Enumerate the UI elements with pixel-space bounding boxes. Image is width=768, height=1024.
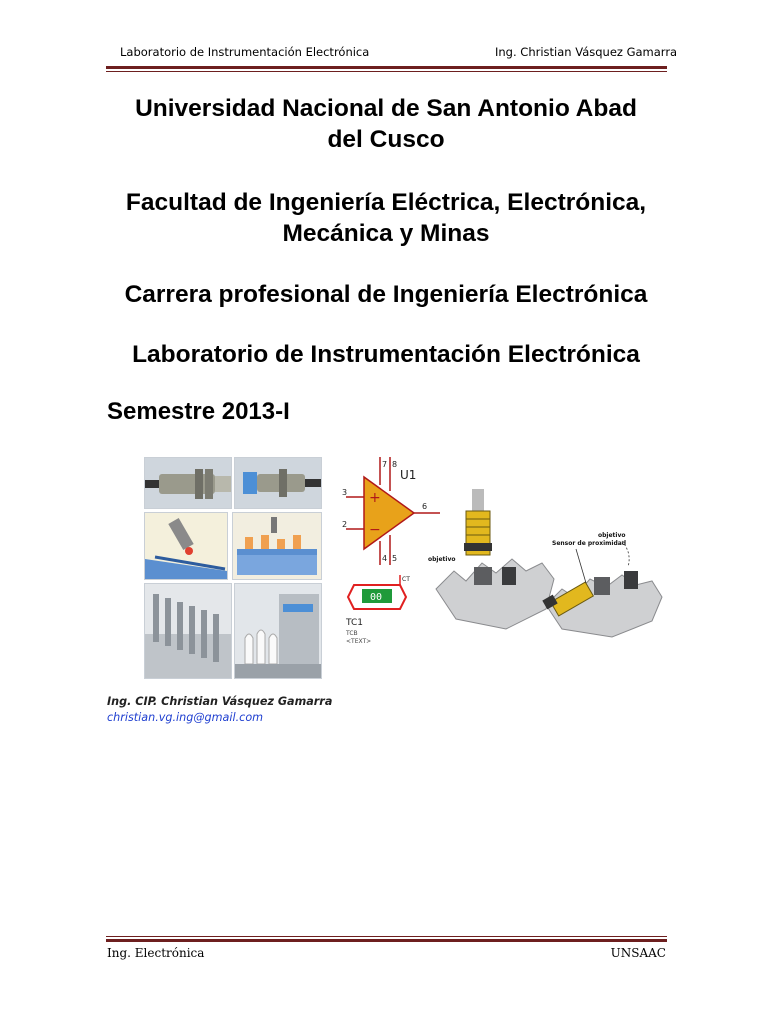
label-objetivo-left: objetivo — [428, 556, 456, 563]
machine-illustration — [145, 584, 231, 678]
author-name: Ing. CIP. Christian Vásquez Gamarra — [107, 695, 333, 708]
footer-left: Ing. Electrónica — [107, 946, 205, 960]
header-rule-thick — [106, 66, 667, 69]
opamp-minus-sign: − — [369, 522, 381, 538]
bottle-sensing-photo — [234, 583, 322, 679]
faculty-line-2: Mecánica y Minas — [282, 220, 490, 247]
capacitive-sensor-photo — [234, 457, 322, 509]
pin-label-out: 6 — [422, 502, 428, 511]
bottling-machine-photo — [144, 583, 232, 679]
footer-rule-thick — [106, 939, 667, 942]
pin-label-in-neg: 2 — [342, 520, 348, 529]
opamp-plus-sign: + — [369, 490, 381, 506]
label-objetivo-right: objetivo — [598, 532, 626, 539]
counter-display: 00 — [370, 592, 383, 603]
drill-application-photo — [144, 512, 228, 580]
pin-label-bottom-b: 5 — [392, 554, 398, 563]
header-right: Ing. Christian Vásquez Gamarra — [495, 45, 678, 59]
sensor-illustration — [235, 458, 321, 508]
counter-type: TCB — [346, 630, 358, 637]
conveyor-application-photo — [232, 512, 322, 580]
header-rule-thin — [106, 71, 667, 72]
counter-pin: CT — [402, 576, 410, 583]
counter-symbol — [340, 573, 420, 657]
inductive-sensor-photo — [144, 457, 232, 509]
faculty-line-1: Facultad de Ingeniería Eléctrica, Electrónica, — [125, 189, 647, 216]
footer-rule-thin — [106, 936, 667, 937]
opamp-ref: U1 — [400, 468, 417, 482]
counter-ref: TC1 — [346, 618, 363, 628]
bottle-illustration — [235, 584, 321, 678]
faculty-title — [96, 187, 676, 249]
career-title: Carrera profesional de Ingeniería Electrónica — [124, 281, 648, 308]
counter-text: <TEXT> — [346, 638, 372, 645]
pin-label-bottom-a: 4 — [382, 554, 388, 563]
pin-label-top-b: 8 — [392, 460, 398, 469]
header-left: Laboratorio de Instrumentación Electrónica — [120, 45, 370, 59]
university-line-1: Universidad Nacional de San Antonio Abad — [135, 95, 637, 122]
author-email[interactable]: christian.vg.ing@gmail.com — [107, 711, 264, 724]
conveyor-illustration — [233, 513, 321, 579]
proximity-gear-diagram — [426, 479, 666, 639]
university-line-2: del Cusco — [327, 126, 445, 153]
label-sensor: Sensor de proximidad — [552, 540, 627, 547]
university-title — [96, 93, 676, 155]
cover-figure — [140, 455, 670, 680]
lab-title: Laboratorio de Instrumentación Electrónica — [132, 341, 640, 368]
sensor-illustration — [145, 458, 231, 508]
pin-label-in-pos: 3 — [342, 488, 348, 497]
drill-illustration — [145, 513, 227, 579]
footer-right: UNSAAC — [610, 946, 666, 960]
pin-label-top-a: 7 — [382, 460, 388, 469]
semester-title: Semestre 2013-I — [107, 398, 290, 425]
